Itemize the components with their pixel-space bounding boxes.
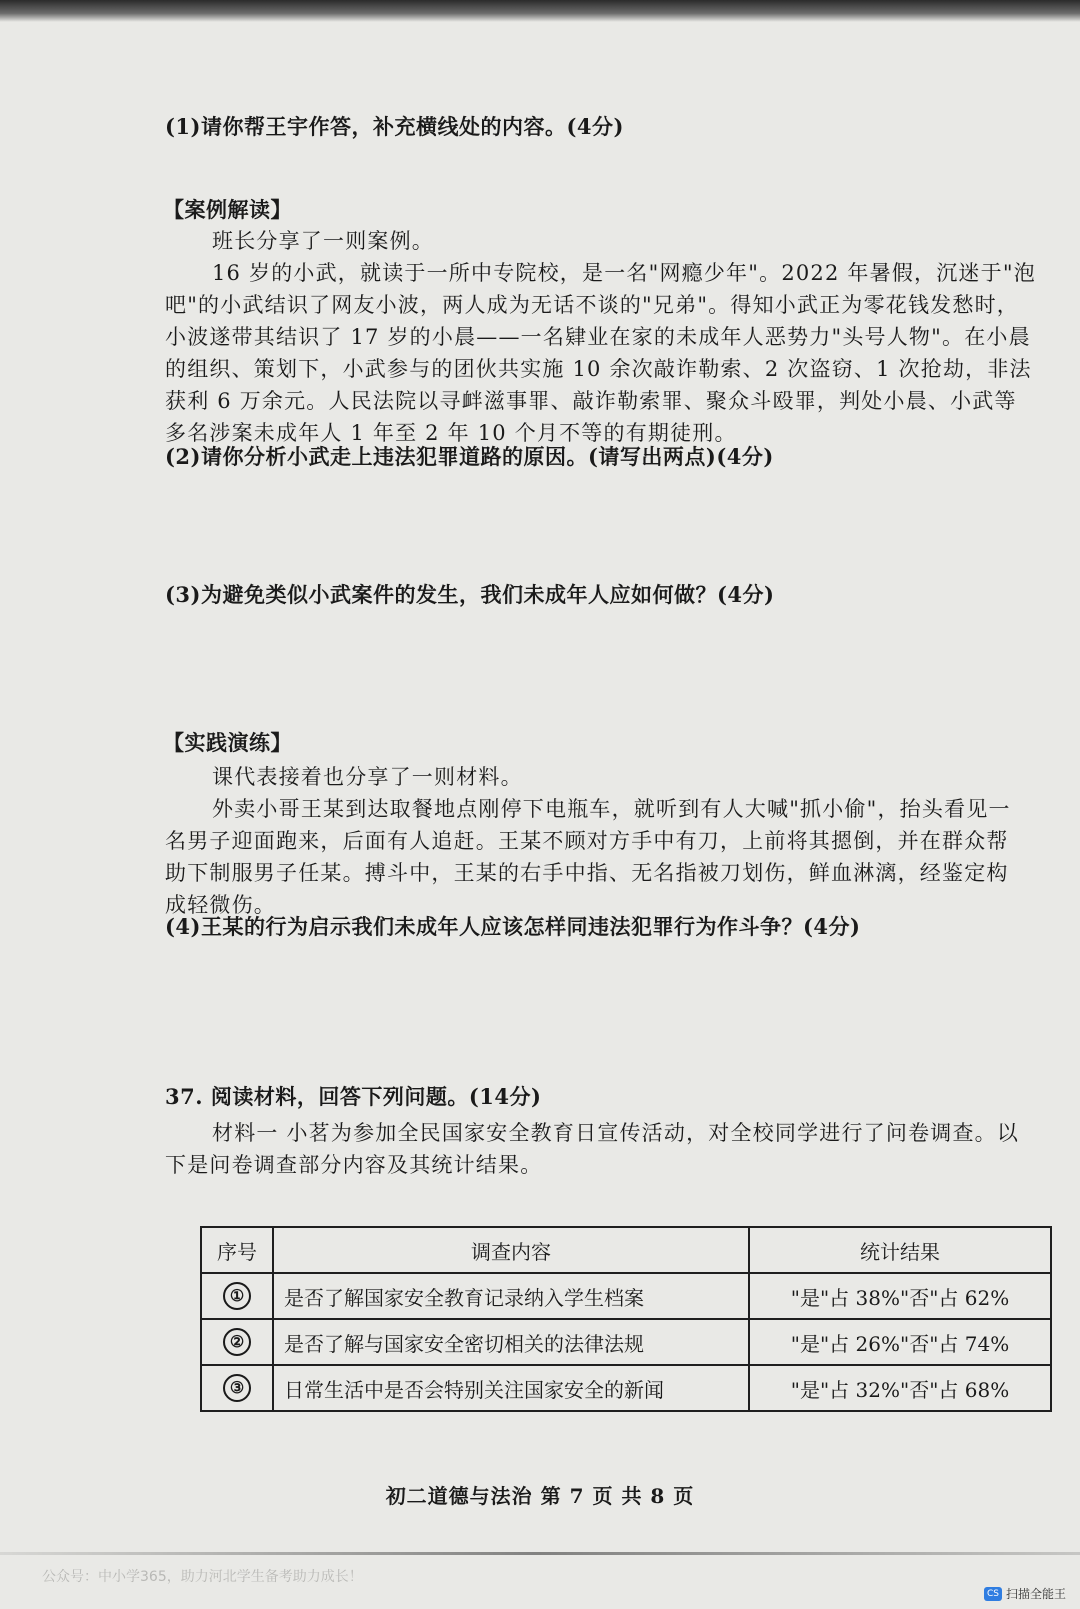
case-line: 吧"的小武结识了网友小波，两人成为无话不谈的"兄弟"。得知小武正为零花钱发愁时， xyxy=(165,293,1019,317)
practice-line: 助下制服男子任某。搏斗中，王某的右手中指、无名指被刀划伤，鲜血淋漓，经鉴定构 xyxy=(165,861,1009,885)
table-header-cell: 统计结果 xyxy=(749,1227,1051,1273)
practice-line: 外卖小哥王某到达取餐地点刚停下电瓶车，就听到有人大喊"抓小偷"，抬头看见一 xyxy=(212,797,1011,821)
case-line: 小波遂带其结识了 17 岁的小晨——一名肄业在家的未成年人恶势力"头号人物"。在小晨 xyxy=(165,325,1031,349)
case-intro: 班长分享了一则案例。 xyxy=(212,229,434,253)
row-index-cell xyxy=(201,1365,273,1411)
case-line: 获利 6 万余元。人民法院以寻衅滋事罪、敲诈勒索罪、聚众斗殴罪，判处小晨、小武等 xyxy=(165,389,1017,413)
row-content: 是否了解与国家安全密切相关的法律法规 xyxy=(273,1319,749,1365)
practice-line: 名男子迎面跑来，后面有人追赶。王某不顾对方手中有刀，上前将其摁倒，并在群众帮 xyxy=(165,829,1009,853)
practice-line: 成轻微伤。 xyxy=(165,893,276,917)
scanner-badge xyxy=(984,1585,1066,1602)
row-index: ② xyxy=(223,1328,251,1356)
table-row xyxy=(201,1273,1051,1319)
material-line: 材料一 小茗为参加全民国家安全教育日宣传活动，对全校同学进行了问卷调查。以 xyxy=(212,1121,1020,1145)
row-content: 是否了解国家安全教育记录纳入学生档案 xyxy=(273,1273,749,1319)
case-line: 的组织、策划下，小武参与的团伙共实施 10 余次敲诈勒索、2 次盗窃、1 次抢劫，非法 xyxy=(165,357,1032,381)
practice-section-heading: 【实践演练】 xyxy=(163,730,292,755)
case-line: 16 岁的小武，就读于一所中专院校，是一名"网瘾少年"。2022 年暑假，沉迷于"泡 xyxy=(212,261,1036,285)
scanner-logo-icon: CS xyxy=(984,1587,1002,1601)
table-header-cell: 序号 xyxy=(201,1227,273,1273)
scan-bottom-edge xyxy=(0,1552,1080,1555)
row-content: 日常生活中是否会特别关注国家安全的新闻 xyxy=(273,1365,749,1411)
table-header-cell: 调查内容 xyxy=(273,1227,749,1273)
row-index: ① xyxy=(223,1282,251,1310)
survey-table xyxy=(200,1226,1052,1412)
watermark-text: 公众号：中小学365，助力河北学生备考助力成长！ xyxy=(42,1569,363,1585)
row-result: "是"占 32%"否"占 68% xyxy=(749,1365,1051,1411)
page-footer: 初二道德与法治 第 7 页 共 8 页 xyxy=(385,1484,695,1508)
row-result: "是"占 26%"否"占 74% xyxy=(749,1319,1051,1365)
table-row xyxy=(201,1319,1051,1365)
question-2: (2)请你分析小武走上违法犯罪道路的原因。(请写出两点)(4分) xyxy=(165,444,774,469)
row-index: ③ xyxy=(223,1374,251,1402)
practice-intro: 课代表接着也分享了一则材料。 xyxy=(212,765,523,789)
question-3: (3)为避免类似小武案件的发生，我们未成年人应如何做？(4分) xyxy=(165,582,775,607)
question-1: (1)请你帮王宇作答，补充横线处的内容。(4分) xyxy=(165,114,624,139)
table-header-row xyxy=(201,1227,1051,1273)
question-4: (4)王某的行为启示我们未成年人应该怎样同违法犯罪行为作斗争？(4分) xyxy=(165,914,861,939)
row-index-cell xyxy=(201,1319,273,1365)
question-37-title: 37. 阅读材料，回答下列问题。(14分) xyxy=(165,1084,542,1109)
row-result: "是"占 38%"否"占 62% xyxy=(749,1273,1051,1319)
scanner-label: 扫描全能王 xyxy=(1005,1587,1066,1601)
case-line: 多名涉案未成年人 1 年至 2 年 10 个月不等的有期徒刑。 xyxy=(165,421,737,445)
table-row xyxy=(201,1365,1051,1411)
row-index-cell xyxy=(201,1273,273,1319)
case-section-heading: 【案例解读】 xyxy=(163,197,292,222)
material-line: 下是问卷调查部分内容及其统计结果。 xyxy=(165,1153,543,1177)
